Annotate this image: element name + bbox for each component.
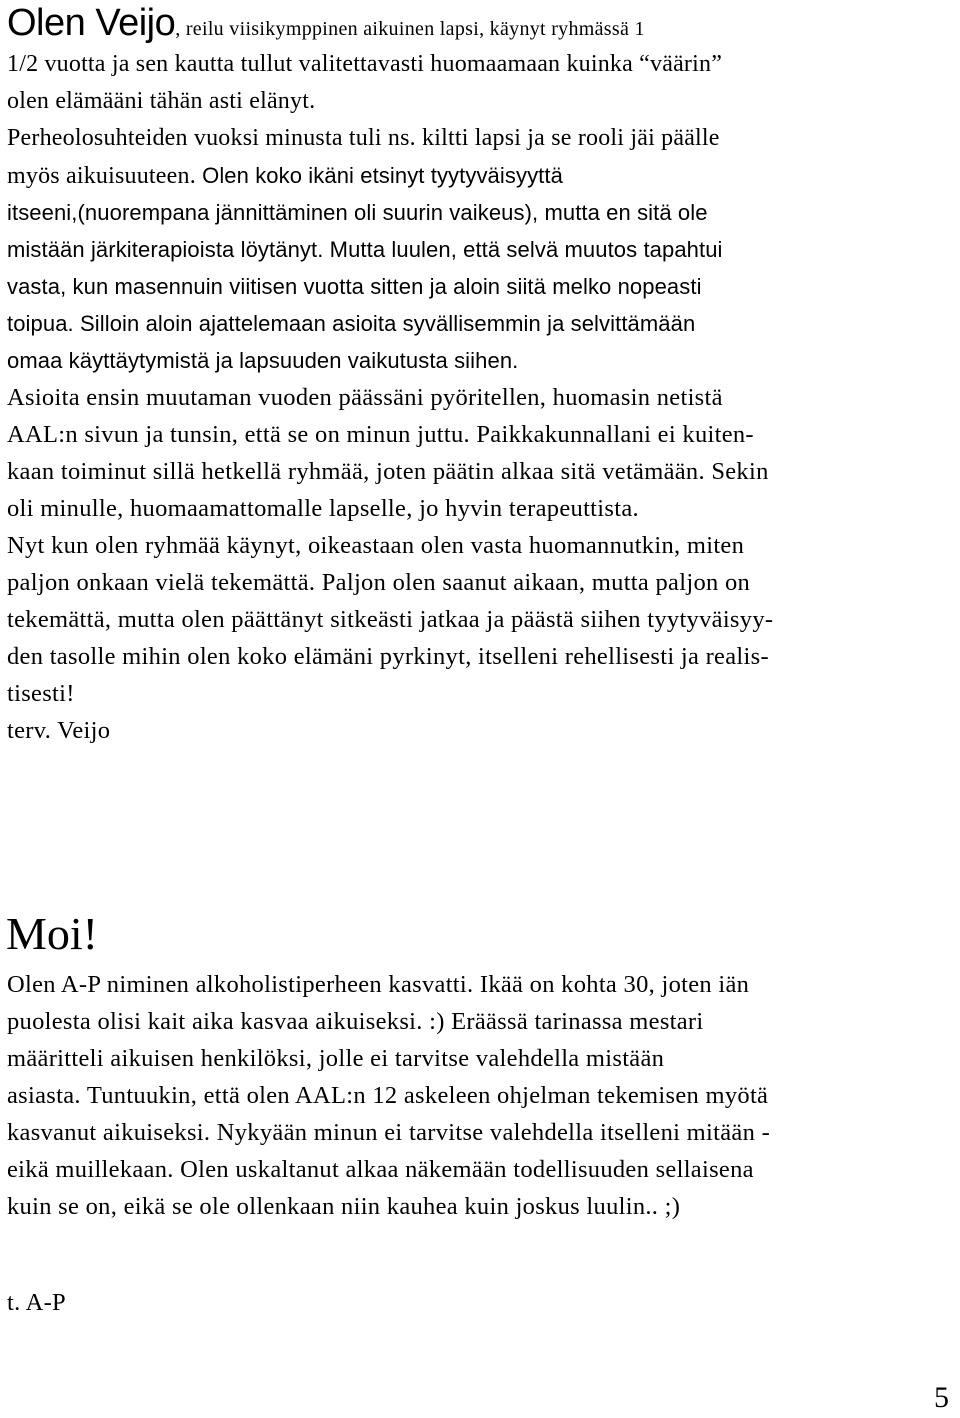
text-line: kasvanut aikuiseksi. Nykyään minun ei tarvitse valehdella itselleni mitään - bbox=[7, 1119, 771, 1146]
text-line: olen elämääni tähän asti elänyt. bbox=[7, 88, 316, 114]
text-line: tekemättä, mutta olen päättänyt sitkeästi jatkaa ja päästä siihen tyytyväisyy- bbox=[7, 606, 774, 633]
text-line: Olen A-P niminen alkoholistiperheen kasvatti. Ikää on kohta 30, joten iän bbox=[7, 971, 750, 998]
text-line: itseeni,(nuorempana jännittäminen oli suurin vaikeus), mutta en sitä ole bbox=[7, 200, 708, 225]
text-line: paljon onkaan vielä tekemättä. Paljon olen saanut aikaan, mutta paljon on bbox=[7, 569, 751, 596]
text-segment-sans: Olen koko ikäni etsinyt tyytyväisyyttä bbox=[202, 163, 563, 188]
text-line: asiasta. Tuntuukin, että olen AAL:n 12 askeleen ohjelman tekemisen myötä bbox=[7, 1082, 769, 1109]
signature-ap: t. A-P bbox=[7, 1289, 66, 1316]
text-line: omaa käyttäytymistä ja lapsuuden vaikutusta siihen. bbox=[7, 348, 519, 373]
text-segment-serif: myös aikuisuuteen. bbox=[7, 163, 203, 189]
signature-veijo: terv. Veijo bbox=[7, 717, 111, 744]
text-line: 1/2 vuotta ja sen kautta tullut valitettavasti huomaamaan kuinka “väärin” bbox=[7, 51, 723, 77]
text-line: tisesti! bbox=[7, 680, 75, 707]
text-line: eikä muillekaan. Olen uskaltanut alkaa näkemään todellisuuden sellaisena bbox=[7, 1156, 754, 1183]
story-veijo bbox=[7, 2, 942, 749]
story-veijo-first-line bbox=[7, 2, 942, 46]
text-line: kaan toiminut sillä hetkellä ryhmää, joten päätin alkaa sitä vetämään. Sekin bbox=[7, 458, 769, 485]
text-line: puolesta olisi kait aika kasvaa aikuiseksi. :) Eräässä tarinassa mestari bbox=[7, 1008, 704, 1035]
text-line: Asioita ensin muutaman vuoden päässäni pyöritellen, huomasin netistä bbox=[7, 384, 723, 411]
text-line: vasta, kun masennuin viitisen vuotta sitten ja aloin siitä melko nopeasti bbox=[7, 274, 702, 299]
text-line: mistään järkiterapioista löytänyt. Mutta luulen, että selvä muutos tapahtui bbox=[7, 237, 723, 262]
text-line-mixed bbox=[7, 157, 942, 194]
story-veijo-lead-title: Olen Veijo bbox=[7, 2, 176, 44]
text-line: AAL:n sivun ja tunsin, että se on minun juttu. Paikkakunnallani ei kuiten- bbox=[7, 421, 754, 448]
text-line: oli minulle, huomaamattomalle lapselle, jo hyvin terapeuttista. bbox=[7, 495, 639, 522]
text-line: kuin se on, eikä se ole ollenkaan niin kauhea kuin joskus luulin.. ;) bbox=[7, 1193, 681, 1220]
story-veijo-lead-rest: , reilu viisikymppinen aikuinen lapsi, käynyt ryhmässä 1 bbox=[175, 18, 645, 40]
page-number: 5 bbox=[934, 1381, 949, 1414]
text-line: määritteli aikuisen henkilöksi, jolle ei tarvitse valehdella mistään bbox=[7, 1045, 665, 1072]
story-ap bbox=[7, 966, 952, 1225]
text-line: Nyt kun olen ryhmää käynyt, oikeastaan olen vasta huomannutkin, miten bbox=[7, 532, 745, 559]
text-line: den tasolle mihin olen koko elämäni pyrkinyt, itselleni rehellisesti ja realis- bbox=[7, 643, 769, 670]
text-line: Perheolosuhteiden vuoksi minusta tuli ns. kiltti lapsi ja se rooli jäi päälle bbox=[7, 125, 720, 151]
story-ap-heading: Moi! bbox=[6, 908, 98, 959]
text-line: toipua. Silloin aloin ajattelemaan asioita syvällisemmin ja selvittämään bbox=[7, 311, 696, 336]
